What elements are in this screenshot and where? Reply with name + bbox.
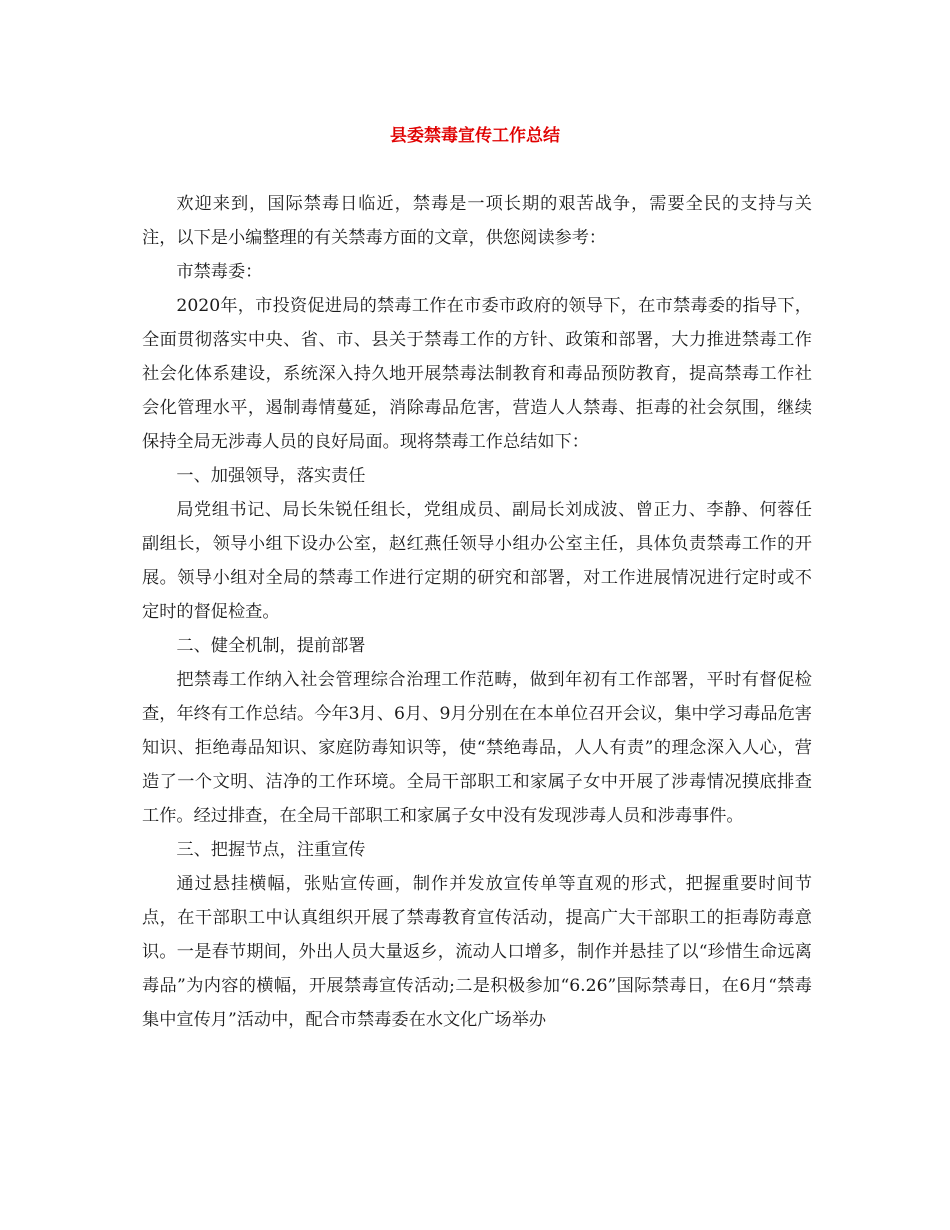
paragraph-section-3: 通过悬挂横幅，张贴宣传画，制作并发放宣传单等直观的形式，把握重要时间节点，在干部职工中认真组织开展了禁毒教育宣传活动，提高广大干部职工的拒毒防毒意识。一是春节期间，外出人员大量返乡，流动人口增多，制作并悬挂了以“珍惜生命远离毒品”为内容的横幅，开展禁毒宣传活动;二是积极参加“6.26”国际禁毒日，在6月“禁毒集中宣传月”活动中，配合市禁毒委在水文化广场举办	[142, 874, 812, 1030]
paragraph-salutation: 市禁毒委：	[176, 262, 263, 282]
paragraph-section-1: 局党组书记、局长朱锐任组长，党组成员、副局长刘成波、曾正力、李静、何蓉任副组长，领导小组下设办公室，赵红燕任领导小组办公室主任，具体负责禁毒工作的开展。领导小组对全局的禁毒工作进行定期的研究和部署，对工作进展情况进行定时或不定时的督促检查。	[142, 500, 812, 622]
section-heading-2: 二、健全机制，提前部署	[176, 636, 366, 656]
paragraph-section-2: 把禁毒工作纳入社会管理综合治理工作范畴，做到年初有工作部署，平时有督促检查，年终有工作总结。今年3月、6月、9月分别在在本单位召开会议，集中学习毒品危害知识、拒绝毒品知识、家庭防毒知识等，使“禁绝毒品，人人有责”的理念深入人心，营造了一个文明、洁净的工作环境。全局干部职工和家属子女中开展了涉毒情况摸底排查工作。经过排查，在全局干部职工和家属子女中没有发现涉毒人员和涉毒事件。	[142, 670, 812, 826]
section-heading-1: 一、加强领导，落实责任	[176, 466, 366, 486]
paragraph-overview: 2020年，市投资促进局的禁毒工作在市委市政府的领导下，在市禁毒委的指导下，全面贯彻落实中央、省、市、县关于禁毒工作的方针、政策和部署，大力推进禁毒工作社会化体系建设，系统深入持久地开展禁毒法制教育和毒品预防教育，提高禁毒工作社会化管理水平，遏制毒情蔓延，消除毒品危害，营造人人禁毒、拒毒的社会氛围，继续保持全局无涉毒人员的良好局面。现将禁毒工作总结如下：	[142, 296, 812, 452]
document-body	[142, 187, 812, 1037]
document-title: 县委禁毒宣传工作总结	[390, 126, 560, 146]
section-heading-3: 三、把握节点，注重宣传	[176, 840, 366, 860]
paragraph-intro: 欢迎来到，国际禁毒日临近，禁毒是一项长期的艰苦战争，需要全民的支持与关注，以下是小编整理的有关禁毒方面的文章，供您阅读参考：	[142, 194, 812, 248]
